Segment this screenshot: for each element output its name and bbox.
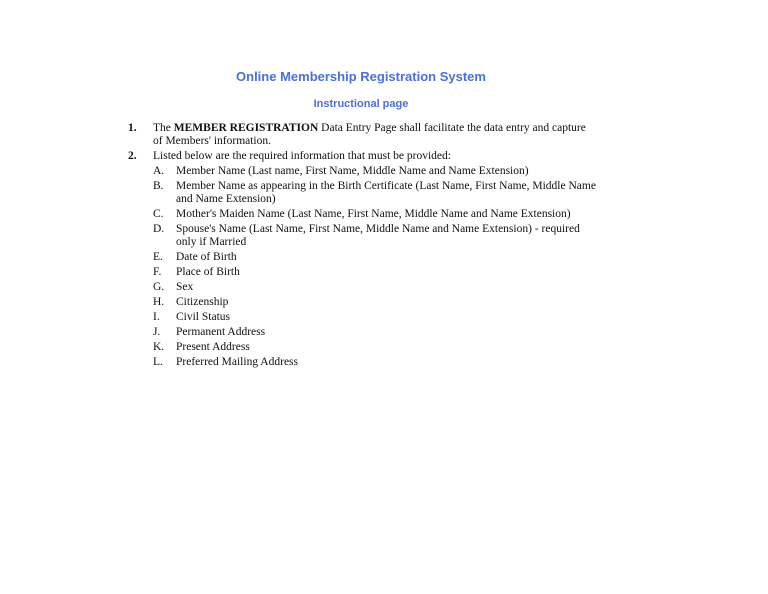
sublist-text: Present Address <box>176 341 250 353</box>
item-text-suffix: Data Entry Page shall facilitate the data entry and capture of Members' information. <box>153 122 586 147</box>
sublist-letter: K. <box>153 341 165 353</box>
sublist-letter: L. <box>153 356 163 368</box>
sublist-letter: F. <box>153 266 162 278</box>
required-info-list <box>153 165 598 369</box>
item-number: 1. <box>128 122 137 134</box>
sublist-text: Preferred Mailing Address <box>176 356 298 368</box>
sublist-text: Permanent Address <box>176 326 266 338</box>
sublist-item <box>153 326 598 339</box>
sublist-item <box>153 165 598 178</box>
sublist-text: Citizenship <box>176 296 229 308</box>
sublist-letter: B. <box>153 180 164 192</box>
item-text-bold: MEMBER REGISTRATION <box>173 122 319 134</box>
item-number: 2. <box>128 150 137 162</box>
sublist-item <box>153 341 598 354</box>
sublist-letter: I. <box>153 311 160 323</box>
sublist-text: Spouse's Name (Last Name, First Name, Middle Name and Name Extension) - required only if Married <box>176 223 580 248</box>
sublist-item <box>153 208 598 221</box>
sublist-item <box>153 356 598 369</box>
item-text-prefix: The <box>153 122 174 134</box>
sublist-item <box>153 296 598 309</box>
sublist-letter: E. <box>153 251 163 263</box>
sublist-text: Member Name as appearing in the Birth Certificate (Last Name, First Name, Middle Name and Name Extension) <box>176 180 596 205</box>
page-title: Online Membership Registration System <box>236 69 486 84</box>
page-subtitle: Instructional page <box>313 98 409 110</box>
sublist-text: Civil Status <box>176 311 230 323</box>
item-text: Listed below are the required information that must be provided: <box>153 150 451 162</box>
list-item-2 <box>128 150 598 371</box>
sublist-text: Sex <box>176 281 194 293</box>
item-text <box>153 122 598 148</box>
sublist-text: Member Name (Last name, First Name, Middle Name and Name Extension) <box>176 165 529 177</box>
sublist-text: Mother's Maiden Name (Last Name, First Name, Middle Name and Name Extension) <box>176 208 571 220</box>
sublist-text: Date of Birth <box>176 251 237 263</box>
sublist-letter: G. <box>153 281 165 293</box>
sublist-letter: D. <box>153 223 165 235</box>
sublist-item <box>153 223 598 249</box>
sublist-letter: H. <box>153 296 165 308</box>
sublist-letter: A. <box>153 165 165 177</box>
sublist-item <box>153 180 598 206</box>
sublist-item <box>153 281 598 294</box>
sublist-item <box>153 266 598 279</box>
list-item-1 <box>128 122 598 148</box>
sublist-letter: C. <box>153 208 164 220</box>
sublist-item <box>153 251 598 264</box>
sublist-text: Place of Birth <box>176 266 240 278</box>
instruction-list <box>128 122 598 373</box>
sublist-letter: J. <box>153 326 161 338</box>
sublist-item <box>153 311 598 324</box>
item-body <box>153 150 598 371</box>
